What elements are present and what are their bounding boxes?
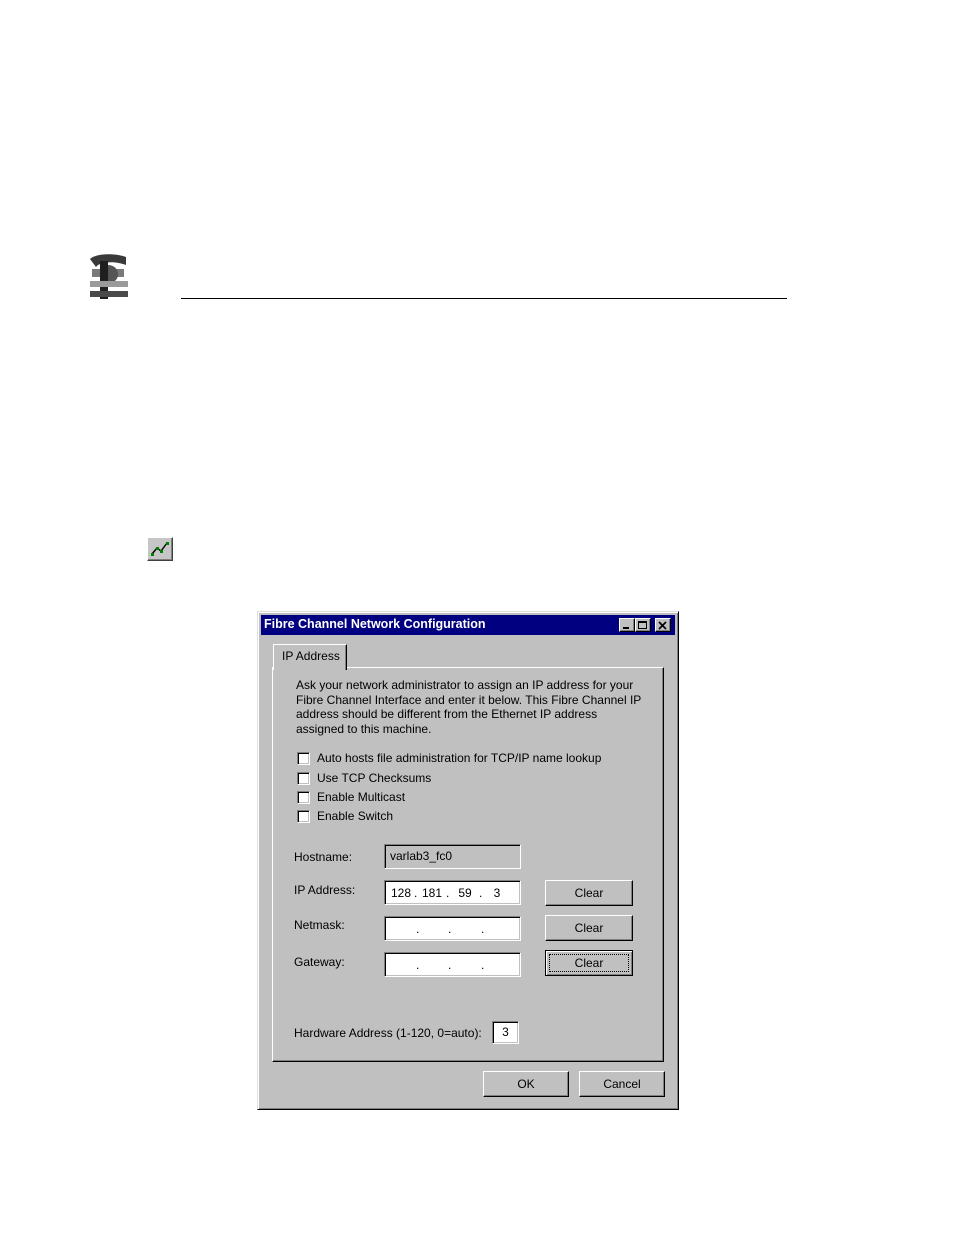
tab-label: IP Address — [282, 649, 340, 663]
minimize-icon — [622, 621, 632, 629]
ip-address-label: IP Address: — [294, 883, 356, 897]
ip-octet[interactable]: 128 — [390, 886, 412, 900]
tab-ip-address[interactable] — [273, 644, 347, 670]
cancel-button[interactable] — [579, 1071, 665, 1097]
header-rule — [181, 298, 787, 299]
checkbox-label: Use TCP Checksums — [317, 771, 432, 785]
checkbox-label: Enable Multicast — [317, 790, 406, 804]
maximize-icon — [638, 621, 648, 629]
octet-separator: . — [414, 886, 418, 900]
octet-separator: . — [448, 922, 452, 936]
clear-netmask-button[interactable] — [545, 915, 633, 941]
ip-octet[interactable]: 3 — [493, 886, 501, 900]
gateway-input[interactable] — [384, 952, 521, 977]
octet-separator: . — [481, 958, 485, 972]
octet-separator: . — [479, 886, 483, 900]
instructions-line: Ask your network administrator to assign an IP address for your — [296, 678, 634, 692]
company-logo-icon — [86, 251, 130, 301]
octet-separator: . — [481, 922, 485, 936]
instructions-line: address should be different from the Ethernet IP address — [296, 707, 598, 722]
netmask-input[interactable] — [384, 916, 521, 941]
button-label: Clear — [574, 920, 604, 935]
instructions-line: Fibre Channel Interface and enter it below. This Fibre Channel IP — [296, 692, 642, 707]
octet-separator: . — [448, 958, 452, 972]
instructions-line: assigned to this machine. — [296, 721, 432, 736]
checkbox-box[interactable] — [297, 810, 310, 823]
maximize-button[interactable] — [635, 618, 651, 632]
ip-octet[interactable]: 181 — [421, 886, 443, 900]
gateway-label: Gateway: — [294, 955, 345, 969]
checkbox-label: Auto hosts file administration for TCP/IP name lookup — [317, 751, 602, 765]
checkbox-box[interactable] — [297, 791, 310, 804]
button-label: Clear — [549, 954, 629, 972]
octet-separator: . — [416, 958, 420, 972]
clear-ip-address-button[interactable] — [545, 880, 633, 906]
checkbox-box[interactable] — [297, 752, 310, 765]
ok-button[interactable] — [483, 1071, 569, 1097]
ip-octet[interactable]: 59 — [458, 886, 472, 900]
button-label: Clear — [574, 885, 604, 900]
netmask-label: Netmask: — [294, 918, 345, 932]
instructions-text — [296, 678, 656, 736]
octet-separator: . — [446, 886, 450, 900]
octet-separator: . — [416, 922, 420, 936]
close-button[interactable] — [655, 618, 671, 632]
title-bar[interactable] — [261, 615, 675, 635]
checkbox-box[interactable] — [297, 772, 310, 785]
window-title: Fibre Channel Network Configuration — [264, 617, 486, 631]
minimize-button[interactable] — [619, 618, 635, 632]
network-config-icon[interactable] — [147, 537, 173, 561]
clear-gateway-button[interactable] — [545, 950, 633, 976]
button-label: OK — [517, 1076, 535, 1091]
hardware-address-input[interactable]: 3 — [492, 1021, 519, 1044]
ip-address-input[interactable] — [384, 880, 521, 905]
checkbox-label: Enable Switch — [317, 809, 394, 823]
hostname-field — [384, 844, 521, 869]
close-icon — [658, 621, 668, 630]
hostname-value: varlab3_fc0 — [390, 849, 453, 863]
hardware-address-label: Hardware Address (1-120, 0=auto): — [294, 1026, 482, 1040]
hostname-label: Hostname: — [294, 850, 353, 864]
button-label: Cancel — [603, 1076, 641, 1091]
